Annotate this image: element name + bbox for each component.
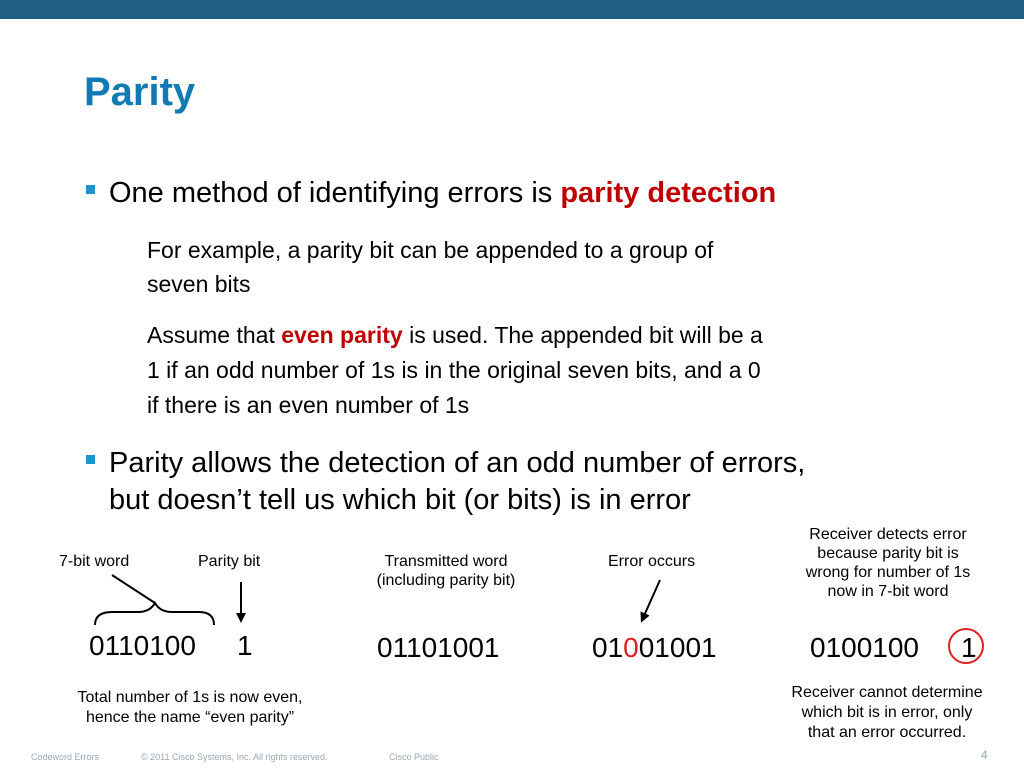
bullet-2-line-2: but doesn’t tell us which bit (or bits) is in error (109, 484, 691, 516)
sub-paragraph-1-line-2: seven bits (147, 271, 251, 297)
label-transmitted-line-2: (including parity bit) (376, 572, 516, 589)
receiver-detects-line-4: now in 7-bit word (827, 583, 949, 600)
sub-paragraph-2-line-3: if there is an even number of 1s (147, 392, 470, 418)
receiver-detects-line-2: because parity bit is (817, 545, 959, 562)
footer-copyright: © 2011 Cisco Systems, Inc. All rights reserved. (141, 752, 328, 762)
label-transmitted-line-1: Transmitted word (384, 553, 508, 570)
original-parity-bit: 1 (237, 630, 253, 661)
page-number: 4 (981, 748, 988, 762)
error-bit: 0 (623, 632, 639, 663)
erroneous-word-prefix: 01 (592, 632, 624, 663)
error-parity-circle (949, 629, 983, 663)
note-receiver-line-3: that an error occurred. (807, 724, 967, 741)
receiver-detects-line-3: wrong for number of 1s (805, 564, 971, 581)
bullet-1-highlight: parity detection (560, 177, 777, 209)
arrow-error-occurs (643, 580, 660, 618)
original-data-bits: 0110100 (89, 630, 196, 661)
note-even-parity-line-2: hence the name “even parity” (85, 709, 295, 726)
receiver-detects-line-1: Receiver detects error (809, 526, 967, 543)
sub-paragraph-2-post: is used. The appended bit will be a (402, 322, 763, 348)
sub-paragraph-2-pre: Assume that (147, 322, 282, 348)
label-parity-bit: Parity bit (198, 553, 261, 570)
label-error-occurs: Error occurs (608, 553, 696, 570)
sub-paragraph-1-line-1: For example, a parity bit can be appended to a group of (147, 237, 714, 263)
sub-paragraph-2-highlight: even parity (281, 322, 403, 348)
bullet-2-line-1: Parity allows the detection of an odd number of errors, (109, 447, 806, 479)
pointer-line-7-bit-word (112, 575, 155, 603)
bullet-1-text: One method of identifying errors is (109, 177, 561, 209)
brace-7-bit-word (95, 603, 214, 625)
footer-section: Codeword Errors (31, 752, 100, 762)
note-receiver-line-1: Receiver cannot determine (791, 684, 983, 701)
received-parity-bit: 1 (961, 632, 977, 663)
label-7-bit-word: 7-bit word (59, 553, 130, 570)
footer-classification: Cisco Public (389, 752, 439, 762)
erroneous-word-suffix: 01001 (638, 632, 717, 663)
note-even-parity-line-1: Total number of 1s is now even, (77, 689, 303, 706)
received-data-bits: 0100100 (810, 632, 920, 663)
sub-paragraph-2-line-2: 1 if an odd number of 1s is in the original seven bits, and a 0 (147, 357, 761, 383)
transmitted-word: 01101001 (377, 632, 500, 663)
slide-title: Parity (84, 70, 196, 114)
note-receiver-line-2: which bit is in error, only (801, 704, 973, 721)
